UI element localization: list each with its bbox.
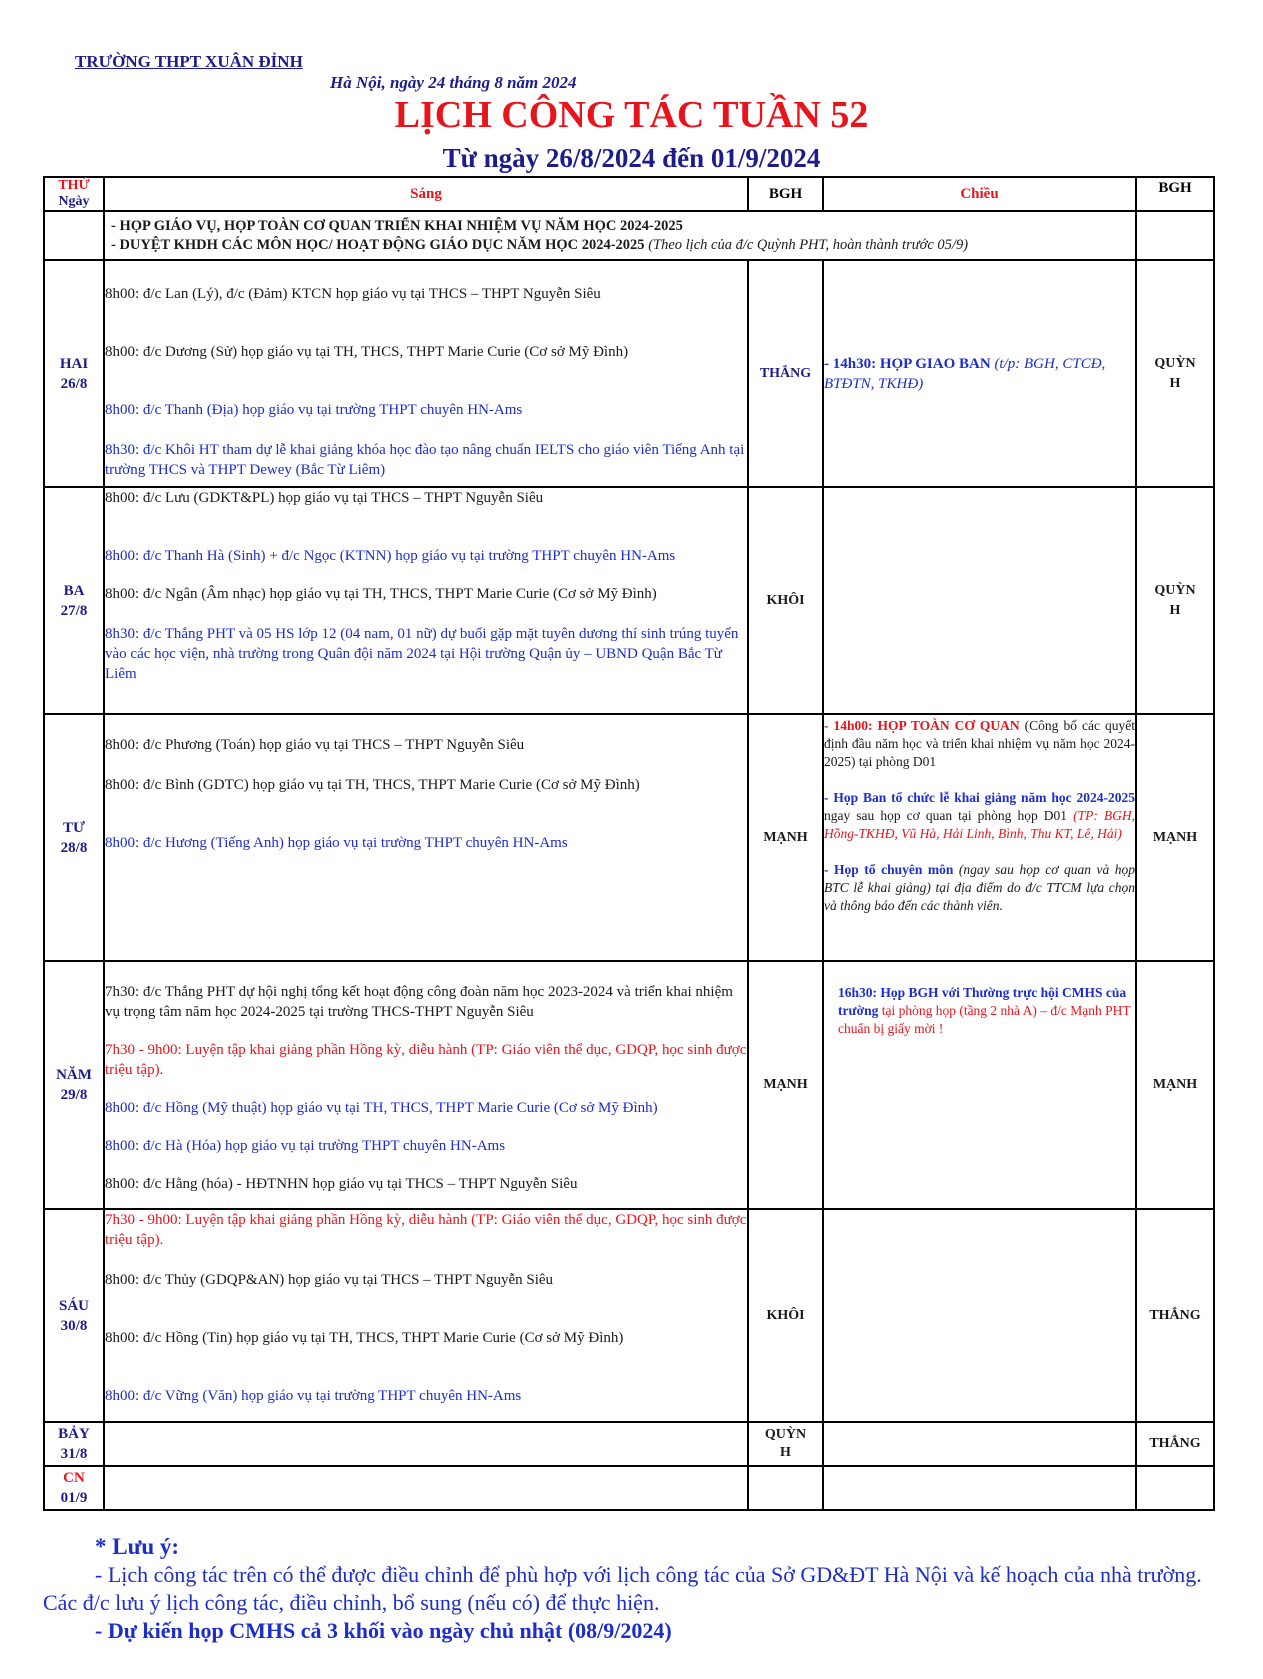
day-date: 31/8 xyxy=(60,1446,88,1462)
day-cell-friday xyxy=(44,1209,104,1422)
notes-section xyxy=(43,1533,1223,1645)
list-item: 8h00: đ/c Lan (Lý), đ/c (Đảm) KTCN họp giáo vụ tại THCS – THPT Nguyễn Siêu xyxy=(105,285,601,302)
afternoon-item-note: (t/p: BGH, CTCĐ, BTĐTN, TKHĐ) xyxy=(824,355,1106,392)
list-item: 8h00: đ/c Hồng (Tin) họp giáo vụ tại TH, THCS, THPT Marie Curie (Cơ sở Mỹ Đình) xyxy=(105,1330,624,1346)
afternoon-item-note: (ngay sau họp cơ quan và họp BTC lễ khai giảng) tại địa điểm do đ/c TTCM lựa chọn và thông báo đến các thành viên. xyxy=(824,862,1135,913)
general-line1: - HỌP GIÁO VỤ, HỌP TOÀN CƠ QUAN TRIỂN KHAI NHIỆM VỤ NĂM HỌC 2024-2025 xyxy=(111,217,683,234)
bgh-line1: QUỲN xyxy=(764,1427,807,1442)
bgh-afternoon-wednesday: MẠNH xyxy=(1136,714,1214,961)
day-name: SÁU xyxy=(58,1297,89,1314)
day-date: 28/8 xyxy=(60,839,88,856)
day-row-wednesday xyxy=(44,714,1214,961)
day-cell-wednesday xyxy=(44,714,104,961)
bgh-afternoon-friday: THẮNG xyxy=(1136,1209,1214,1422)
general-content xyxy=(104,211,1136,260)
bgh-morning-wednesday: MẠNH xyxy=(748,714,823,961)
day-date: 30/8 xyxy=(60,1317,88,1334)
day-name: BA xyxy=(63,582,85,599)
bgh-morning-monday: THẮNG xyxy=(748,260,823,487)
bgh-afternoon-sunday xyxy=(1136,1466,1214,1510)
afternoon-saturday xyxy=(823,1422,1136,1466)
header-day-line1: THỨ xyxy=(58,178,90,193)
afternoon-item-note: (TP: BGH, Hồng-TKHĐ, Vũ Hà, Hải Linh, Bình, Thu KT, Lê, Hải) xyxy=(824,808,1135,841)
list-item: 8h00: đ/c Hà (Hóa) họp giáo vụ tại trường THPT chuyên HN-Ams xyxy=(105,1138,506,1154)
school-name: TRƯỜNG THPT XUÂN ĐỈNH xyxy=(75,52,303,71)
bgh-line2: H xyxy=(780,1445,791,1460)
schedule-table xyxy=(43,176,1215,1511)
day-name: CN xyxy=(63,1470,85,1486)
page-title: LỊCH CÔNG TÁC TUẦN 52 xyxy=(394,94,869,136)
afternoon-thursday xyxy=(823,961,1136,1209)
day-name: TƯ xyxy=(63,819,85,836)
list-item: 8h00: đ/c Bình (GDTC) họp giáo vụ tại TH, THCS, THPT Marie Curie (Cơ sở Mỹ Đình) xyxy=(105,777,640,793)
header-day xyxy=(44,177,104,211)
general-line2-note: (Theo lịch của đ/c Quỳnh PHT, hoàn thành trước 05/9) xyxy=(644,236,969,253)
day-cell-sunday xyxy=(44,1466,104,1510)
morning-sunday xyxy=(104,1466,748,1510)
general-day-empty xyxy=(44,211,104,260)
day-cell-tuesday xyxy=(44,487,104,714)
header-bgh-afternoon: BGH xyxy=(1136,177,1214,211)
header-day-line2: Ngày xyxy=(58,194,90,209)
morning-tuesday xyxy=(104,487,748,714)
header-morning: Sáng xyxy=(104,177,748,211)
day-row-friday xyxy=(44,1209,1214,1422)
afternoon-item-bold: - 14h30: HỌP GIAO BAN xyxy=(824,355,991,372)
day-name: NĂM xyxy=(56,1067,92,1083)
bgh-afternoon-saturday: THẮNG xyxy=(1136,1422,1214,1466)
day-cell-monday xyxy=(44,260,104,487)
afternoon-item-text: ngay sau họp cơ quan tại phòng họp D01 xyxy=(824,808,1074,823)
date-line: Hà Nội, ngày 24 tháng 8 năm 2024 xyxy=(330,73,577,92)
morning-thursday xyxy=(104,961,748,1209)
afternoon-monday xyxy=(823,260,1136,487)
afternoon-item-text: (Công bố các quyết định đầu năm học và triển khai nhiệm vụ năm học 2024-2025) tại phòng D01 xyxy=(824,718,1135,769)
day-date: 26/8 xyxy=(60,375,88,392)
list-item: 8h00: đ/c Thanh (Địa) họp giáo vụ tại trường THPT chuyên HN-Ams xyxy=(105,401,523,418)
notes-line2: - Dự kiến họp CMHS cả 3 khối vào ngày chủ nhật (08/9/2024) xyxy=(95,1618,672,1643)
bgh-line1: QUỲN xyxy=(1154,355,1196,371)
list-item: 8h30: đ/c Thắng PHT và 05 HS lớp 12 (04 nam, 01 nữ) dự buổi gặp mặt tuyên dương thí sinh trúng tuyển vào các học viện, nhà trường trong Quân đội năm 2024 tại Hội trường Quận ủy – UBND Quận Bắc Từ Liêm xyxy=(105,626,739,682)
bgh-line2: H xyxy=(1169,375,1181,391)
bgh-afternoon-thursday: MẠNH xyxy=(1136,961,1214,1209)
afternoon-sunday xyxy=(823,1466,1136,1510)
header-afternoon: Chiều xyxy=(823,177,1136,211)
day-name: HAI xyxy=(59,355,89,372)
date-range: Từ ngày 26/8/2024 đến 01/9/2024 xyxy=(442,143,821,173)
list-item: 8h00: đ/c Hồng (Mỹ thuật) họp giáo vụ tại TH, THCS, THPT Marie Curie (Cơ sở Mỹ Đình) xyxy=(105,1100,658,1116)
bgh-afternoon-monday xyxy=(1136,260,1214,487)
day-row-thursday xyxy=(44,961,1214,1209)
day-cell-saturday xyxy=(44,1422,104,1466)
table-header-row xyxy=(44,177,1214,211)
bgh-morning-thursday: MẠNH xyxy=(748,961,823,1209)
day-date: 29/8 xyxy=(60,1087,88,1103)
list-item: 8h00: đ/c Hằng (hóa) - HĐTNHN họp giáo vụ tại THCS – THPT Nguyễn Siêu xyxy=(105,1176,578,1192)
day-cell-thursday xyxy=(44,961,104,1209)
list-item: 8h00: đ/c Thủy (GDQP&AN) họp giáo vụ tại THCS – THPT Nguyễn Siêu xyxy=(105,1272,554,1288)
day-name: BẢY xyxy=(58,1426,90,1442)
header-bgh-morning: BGH xyxy=(748,177,823,211)
afternoon-item-bold: - Họp tổ chuyên môn xyxy=(824,862,954,877)
bgh-morning-tuesday: KHÔI xyxy=(748,487,823,714)
day-date: 27/8 xyxy=(60,602,88,619)
day-row-saturday xyxy=(44,1422,1214,1466)
afternoon-friday xyxy=(823,1209,1136,1422)
morning-monday xyxy=(104,260,748,487)
list-item: 7h30 - 9h00: Luyện tập khai giảng phần Hồng kỳ, diễu hành (TP: Giáo viên thể dục, GDQP, học sinh được triệu tập). xyxy=(105,1212,747,1248)
afternoon-item-bold: - 14h00: HỌP TOÀN CƠ QUAN xyxy=(824,718,1020,733)
day-row-sunday xyxy=(44,1466,1214,1510)
day-date: 01/9 xyxy=(60,1490,88,1506)
list-item: 8h00: đ/c Lưu (GDKT&PL) họp giáo vụ tại THCS – THPT Nguyễn Siêu xyxy=(105,490,544,506)
morning-friday xyxy=(104,1209,748,1422)
bgh-morning-friday: KHÔI xyxy=(748,1209,823,1422)
day-row-tuesday xyxy=(44,487,1214,714)
list-item: 7h30 - 9h00: Luyện tập khai giảng phần Hồng kỳ, diễu hành (TP: Giáo viên thể dục, GDQP, học sinh được triệu tập). xyxy=(105,1042,747,1078)
bgh-line1: QUỲN xyxy=(1154,582,1196,598)
list-item: 8h00: đ/c Hương (Tiếng Anh) họp giáo vụ tại trường THPT chuyên HN-Ams xyxy=(105,835,568,851)
bgh-morning-saturday xyxy=(748,1422,823,1466)
general-row xyxy=(44,211,1214,260)
list-item: 8h00: đ/c Thanh Hà (Sinh) + đ/c Ngọc (KTNN) họp giáo vụ tại trường THPT chuyên HN-Ams xyxy=(105,548,676,564)
afternoon-tuesday xyxy=(823,487,1136,714)
list-item: 7h30: đ/c Thắng PHT dự hội nghị tổng kết hoạt động công đoàn năm học 2023-2024 và triển khai nhiệm vụ trọng tâm năm học 2024-2025 tại trường THCS-THPT Nguyễn Siêu xyxy=(105,984,733,1020)
bgh-afternoon-tuesday xyxy=(1136,487,1214,714)
general-bgh-empty xyxy=(1136,211,1214,260)
day-row-monday xyxy=(44,260,1214,487)
morning-saturday xyxy=(104,1422,748,1466)
notes-line1: - Lịch công tác trên có thể được điều chỉnh để phù hợp với lịch công tác của Sở GD&ĐT Hà Nội và kế hoạch của nhà trường. Các đ/c lưu ý lịch công tác, điều chỉnh, bổ sung (nếu có) để thực hiện. xyxy=(43,1562,1202,1615)
notes-heading: * Lưu ý: xyxy=(95,1534,180,1559)
list-item: 8h30: đ/c Khôi HT tham dự lễ khai giảng khóa học đào tạo nâng chuẩn IELTS cho giáo viên Tiếng Anh tại trường THCS và THPT Dewey (Bắc Từ Liêm) xyxy=(105,441,745,478)
general-line2-bold: - DUYỆT KHDH CÁC MÔN HỌC/ HOẠT ĐỘNG GIÁO DỤC NĂM HỌC 2024-2025 xyxy=(111,236,645,253)
list-item: 8h00: đ/c Vững (Văn) họp giáo vụ tại trường THPT chuyên HN-Ams xyxy=(105,1388,522,1404)
bgh-morning-sunday xyxy=(748,1466,823,1510)
list-item: 8h00: đ/c Dương (Sử) họp giáo vụ tại TH, THCS, THPT Marie Curie (Cơ sở Mỹ Đình) xyxy=(105,343,629,360)
afternoon-item-bold: 16h30: Họp BGH với Thường trực hội CMHS của trường xyxy=(838,985,1127,1018)
afternoon-item-text: tại phòng họp (tầng 2 nhà A) – đ/c Mạnh PHT chuẩn bị giấy mời ! xyxy=(838,1003,1131,1036)
list-item: 8h00: đ/c Phương (Toán) họp giáo vụ tại THCS – THPT Nguyễn Siêu xyxy=(105,737,525,753)
bgh-line2: H xyxy=(1169,602,1181,618)
list-item: 8h00: đ/c Ngân (Âm nhạc) họp giáo vụ tại TH, THCS, THPT Marie Curie (Cơ sở Mỹ Đình) xyxy=(105,586,657,602)
morning-wednesday xyxy=(104,714,748,961)
afternoon-item-bold: - Họp Ban tổ chức lễ khai giảng năm học 2024-2025 xyxy=(824,790,1135,805)
afternoon-wednesday xyxy=(823,714,1136,961)
